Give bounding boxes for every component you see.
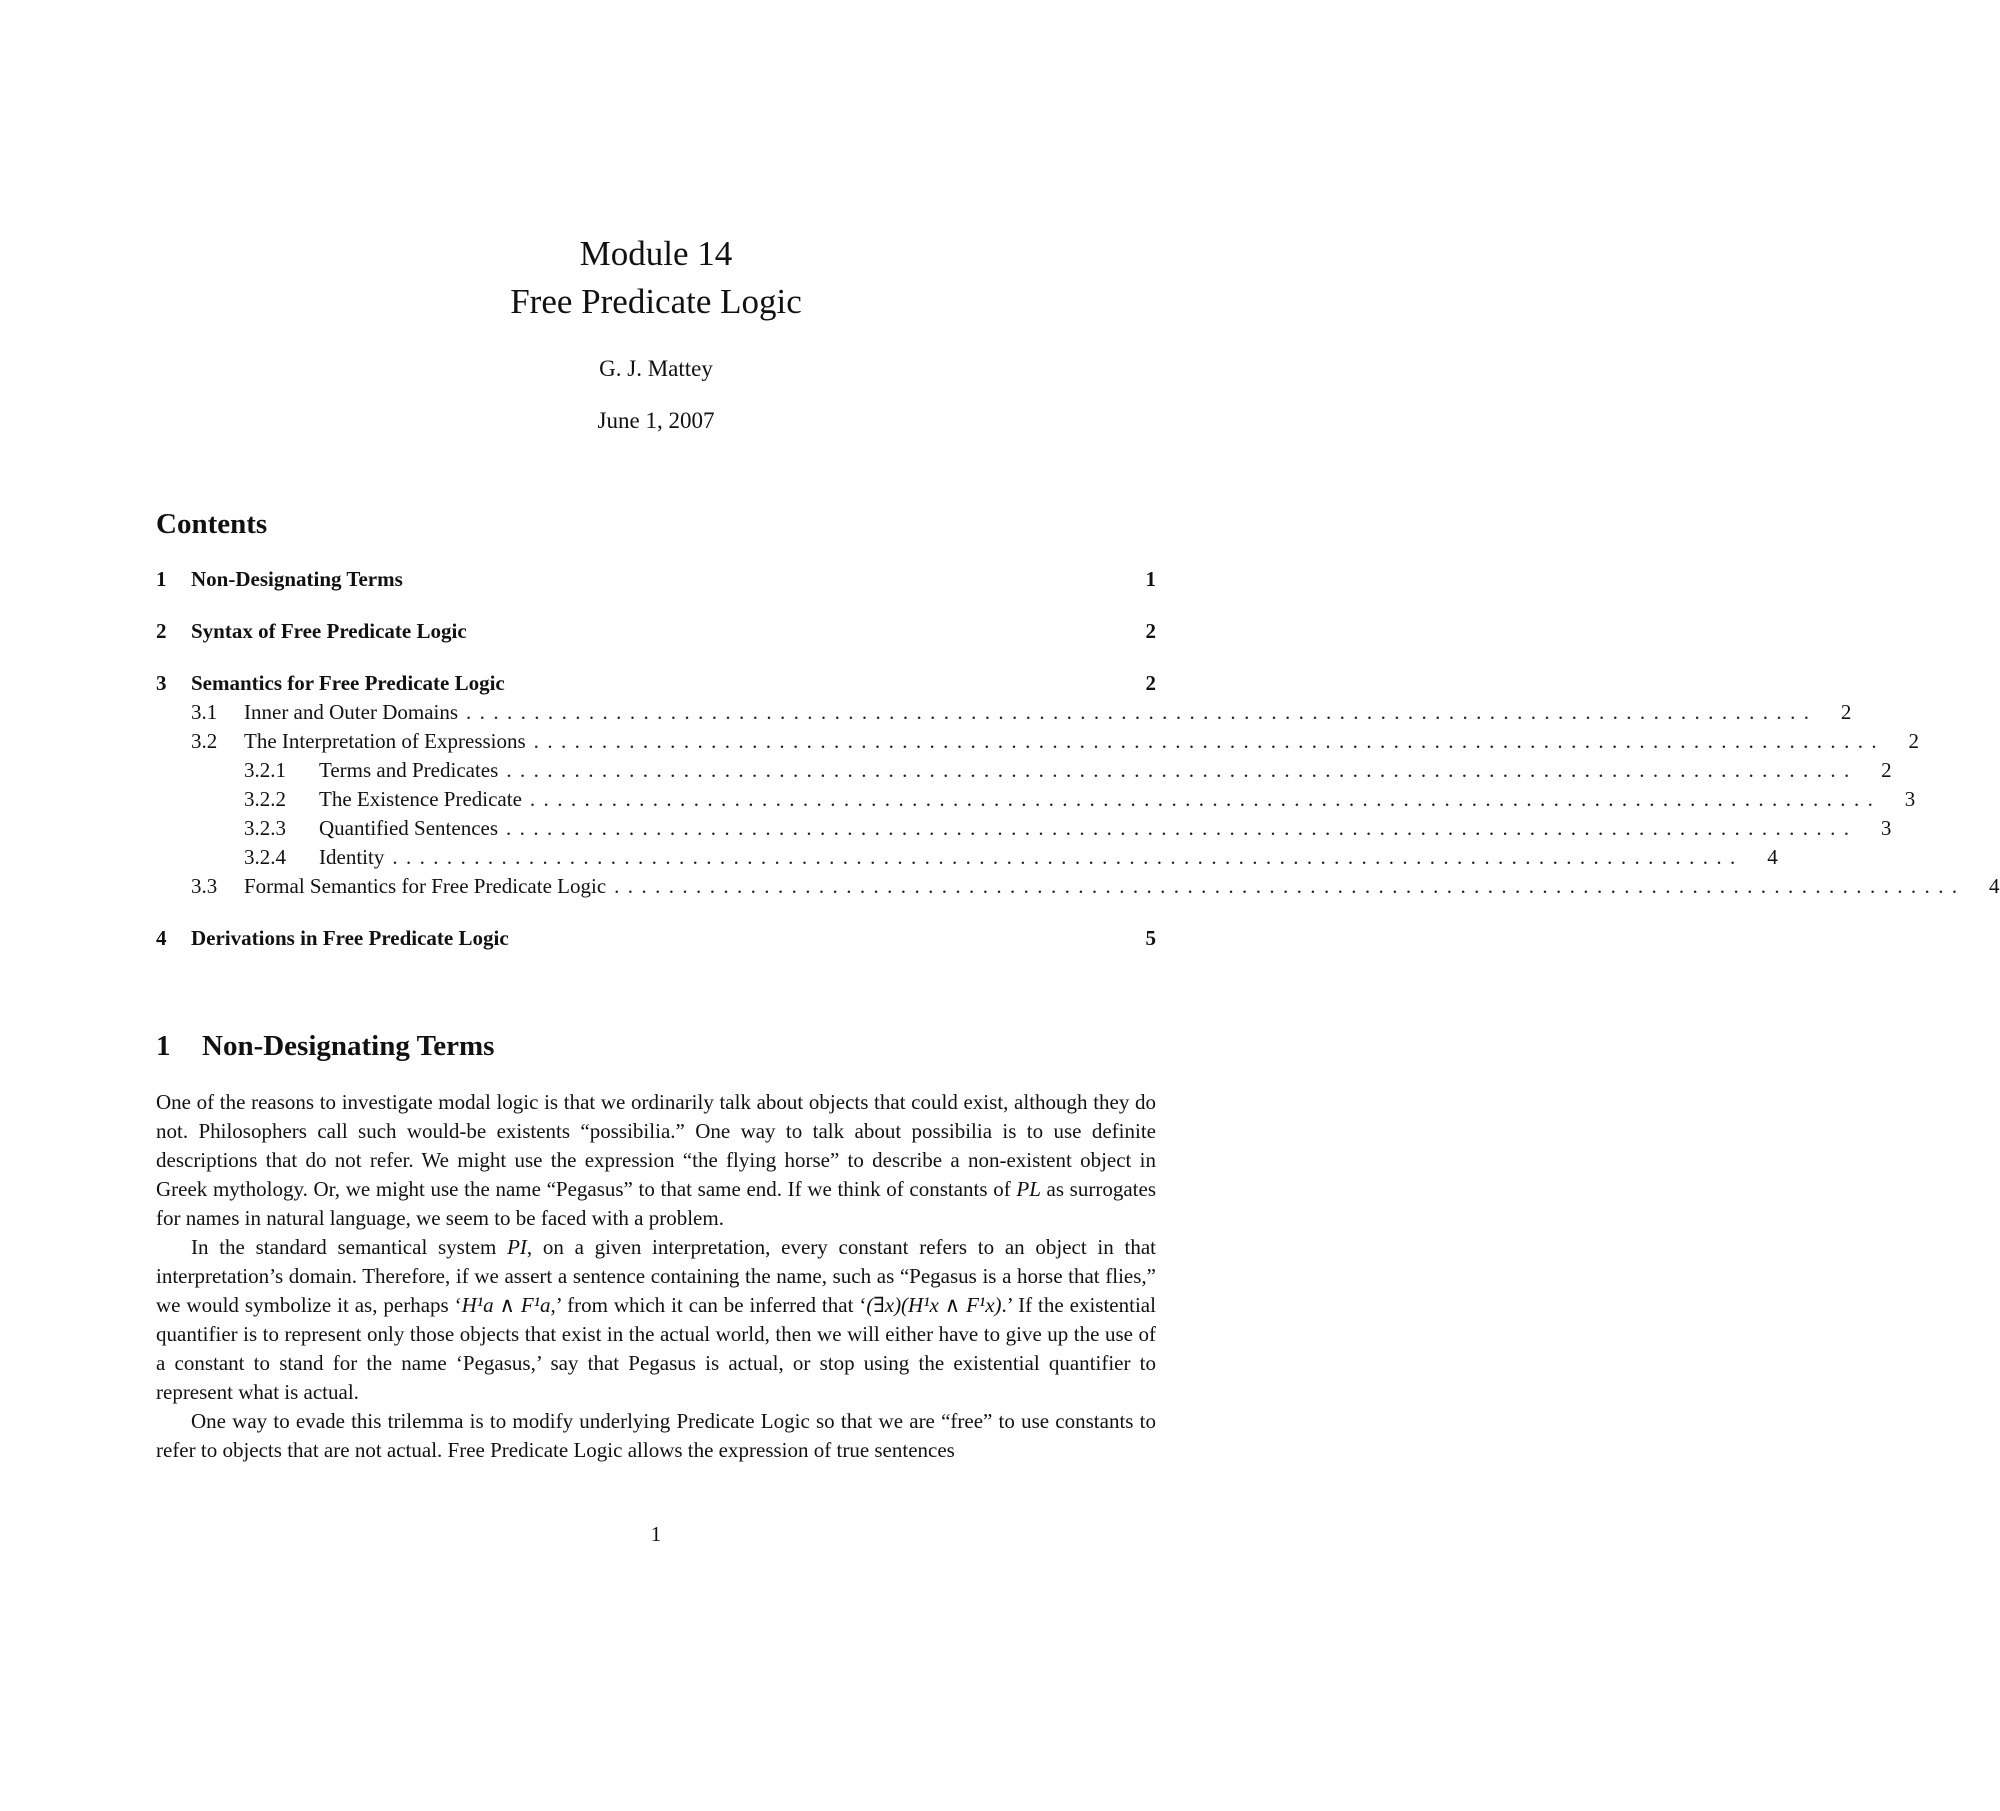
toc-entry-number: 4	[156, 926, 167, 950]
toc-entry-number: 3.2	[191, 729, 218, 753]
section-number: 1	[156, 1030, 171, 1062]
toc-dot-leader: ...................................................................................................	[506, 816, 1858, 840]
toc-entry-page: 1	[1145, 567, 1156, 591]
toc-entry-page: 2	[1908, 729, 1920, 753]
contents-heading: Contents	[156, 508, 268, 540]
toc-entry-page: 5	[1145, 926, 1156, 950]
toc-dot-leader: ...................................................................................................	[614, 874, 1966, 898]
toc-entry-title: Inner and Outer Domains	[244, 700, 459, 724]
date: June 1, 2007	[597, 408, 715, 433]
toc-entry-title: Identity	[319, 845, 385, 869]
page-number: 1	[650, 1522, 662, 1546]
toc-entry-3-2-1[interactable]	[156, 756, 1892, 785]
toc-entry-page: 2	[1840, 700, 1852, 724]
toc-entry-number: 3.3	[191, 874, 218, 898]
formula-predication: H¹a ∧ F¹a	[461, 1293, 551, 1317]
toc-entry-number: 3.2.1	[244, 758, 286, 782]
paragraph-3: One way to evade this trilemma is to modify underlying Predicate Logic so that we are “free” to use constants to refer to objects that are not actual. Free Predicate Logic allows the expression of true sentences	[156, 1409, 1156, 1462]
section-heading	[156, 1030, 494, 1063]
toc-dot-leader: ...................................................................................................	[392, 845, 1744, 869]
title-block	[156, 230, 1156, 436]
toc-dot-leader: ...................................................................................................	[506, 758, 1858, 782]
toc-entry-3-1[interactable]	[156, 698, 1852, 727]
toc-entry-title: Non-Designating Terms	[191, 567, 403, 591]
toc-entry-number: 3.1	[191, 700, 218, 724]
toc-entry-number: 3.2.4	[244, 845, 286, 869]
paragraph-2: In the standard semantical system PI, on a given interpretation, every constant refers to an object in that interpretation’s domain. Therefore, if we assert a sentence containing the name, such as “Pegasus is a horse that flies,” we would symbolize it as, perhaps ‘H¹a ∧ F¹a,’ from which it can be inferred that ‘(∃x)(H¹x ∧ F¹x).’ If the existential quantifier is to represent only those objects that exist in the actual world, then we will either have to give up the use of a constant to stand for the name ‘Pegasus,’ say that Pegasus is actual, or stop using the existential quantifier to represent what is actual.	[156, 1235, 1156, 1404]
toc-entry-2[interactable]	[156, 617, 1156, 646]
toc-entry-3[interactable]	[156, 669, 1156, 698]
section-title: Non-Designating Terms	[202, 1030, 495, 1062]
toc-entry-number: 3.2.2	[244, 787, 286, 811]
toc-entry-title: Formal Semantics for Free Predicate Logic	[244, 874, 607, 898]
toc-entry-3-2-3[interactable]	[156, 814, 1892, 843]
pi-symbol: PI	[507, 1235, 527, 1259]
toc-dot-leader: ...................................................................................................	[466, 700, 1818, 724]
toc-dot-leader: ...................................................................................................	[533, 729, 1886, 753]
toc-entry-page: 4	[1989, 874, 2000, 898]
toc-entry-title: Syntax of Free Predicate Logic	[191, 619, 467, 643]
table-of-contents	[156, 565, 2000, 953]
toc-entry-number: 2	[156, 619, 167, 643]
toc-entry-number: 3	[156, 671, 167, 695]
toc-entry-title: The Interpretation of Expressions	[244, 729, 526, 753]
paragraph-1: One of the reasons to investigate modal logic is that we ordinarily talk about objects that could exist, although they do not. Philosophers call such would-be existents “possibilia.” One way to talk about possibilia is to use definite descriptions that do not refer. We might use the expression “the flying horse” to describe a non-existent object in Greek mythology. Or, we might use the name “Pegasus” to that same end. If we think of constants of PL as surrogates for names in natural language, we seem to be faced with a problem.	[156, 1090, 1156, 1230]
toc-entry-number: 3.2.3	[244, 816, 286, 840]
toc-entry-number: 1	[156, 567, 167, 591]
section-body	[156, 1088, 1156, 1465]
document-title-line-2: Free Predicate Logic	[510, 282, 802, 321]
toc-entry-3-2-2[interactable]	[156, 785, 1916, 814]
toc-entry-title: Terms and Predicates	[319, 758, 499, 782]
toc-entry-page: 2	[1145, 671, 1156, 695]
toc-entry-3-2[interactable]	[156, 727, 1920, 756]
toc-dot-leader: ...................................................................................................	[529, 787, 1882, 811]
toc-entry-page: 3	[1904, 787, 1916, 811]
toc-entry-title: Derivations in Free Predicate Logic	[191, 926, 509, 950]
toc-entry-page: 3	[1880, 816, 1892, 840]
toc-entry-title: The Existence Predicate	[319, 787, 522, 811]
author: G. J. Mattey	[599, 356, 713, 381]
toc-entry-page: 2	[1881, 758, 1892, 782]
toc-entry-title: Semantics for Free Predicate Logic	[191, 671, 505, 695]
toc-entry-title: Quantified Sentences	[319, 816, 499, 840]
document-title-line-1: Module 14	[579, 234, 733, 273]
toc-entry-page: 4	[1767, 845, 1778, 869]
paper-page	[156, 0, 2000, 1811]
formula-existential: (∃x)(H¹x ∧ F¹x)	[866, 1293, 1002, 1317]
toc-entry-page: 2	[1145, 619, 1156, 643]
toc-entry-4[interactable]	[156, 924, 1156, 953]
toc-entry-3-2-4[interactable]	[156, 843, 1778, 872]
pl-symbol: PL	[1016, 1177, 1041, 1201]
toc-entry-3-3[interactable]	[156, 872, 2000, 901]
toc-entry-1[interactable]	[156, 565, 1156, 594]
